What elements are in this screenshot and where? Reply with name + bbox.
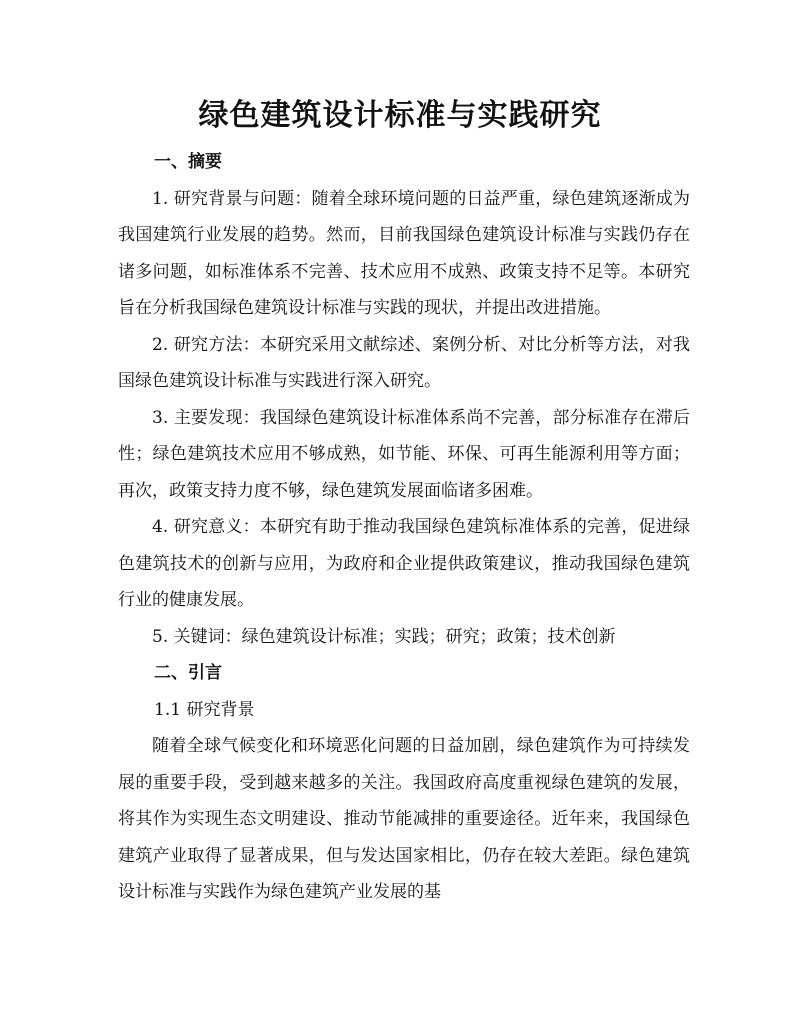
document-body: [118, 144, 690, 911]
intro-heading: 二、引言: [154, 663, 222, 683]
document-title: 绿色建筑设计标准与实践研究: [198, 98, 602, 133]
abstract-item-4: 4. 研究意义：本研究有助于推动我国绿色建筑标准体系的完善，促进绿色建筑技术的创新与应用，为政府和企业提供政策建议，推动我国绿色建筑行业的健康发展。: [118, 517, 690, 610]
abstract-item-5: 5. 关键词：绿色建筑设计标准；实践；研究；政策；技术创新: [152, 626, 616, 647]
abstract-item-3: 3. 主要发现：我国绿色建筑设计标准体系尚不完善，部分标准存在滞后性；绿色建筑技术应用不够成熟，如节能、环保、可再生能源利用等方面；再次，政策支持力度不够，绿色建筑发展面临诸多困难。: [118, 407, 690, 501]
abstract-item-1: 1. 研究背景与问题：随着全球环境问题的日益严重，绿色建筑逐渐成为我国建筑行业发展的趋势。然而，目前我国绿色建筑设计标准与实践仍存在诸多问题，如标准体系不完善、技术应用不成熟、政策支持不足等。本研究旨在分析我国绿色建筑设计标准与实践的现状，并提出改进措施。: [118, 188, 690, 318]
abstract-item-2: 2. 研究方法：本研究采用文献综述、案例分析、对比分析等方法，对我国绿色建筑设计标准与实践进行深入研究。: [118, 334, 690, 391]
abstract-heading: 一、摘要: [154, 152, 222, 172]
intro-subheading: 1.1 研究背景: [154, 699, 255, 720]
intro-paragraph: 随着全球气候变化和环境恶化问题的日益加剧，绿色建筑作为可持续发展的重要手段，受到越来越多的关注。我国政府高度重视绿色建筑的发展，将其作为实现生态文明建设、推动节能减排的重要途径。近年来，我国绿色建筑产业取得了显著成果，但与发达国家相比，仍存在较大差距。绿色建筑设计标准与实践作为绿色建筑产业发展的基: [118, 736, 690, 902]
